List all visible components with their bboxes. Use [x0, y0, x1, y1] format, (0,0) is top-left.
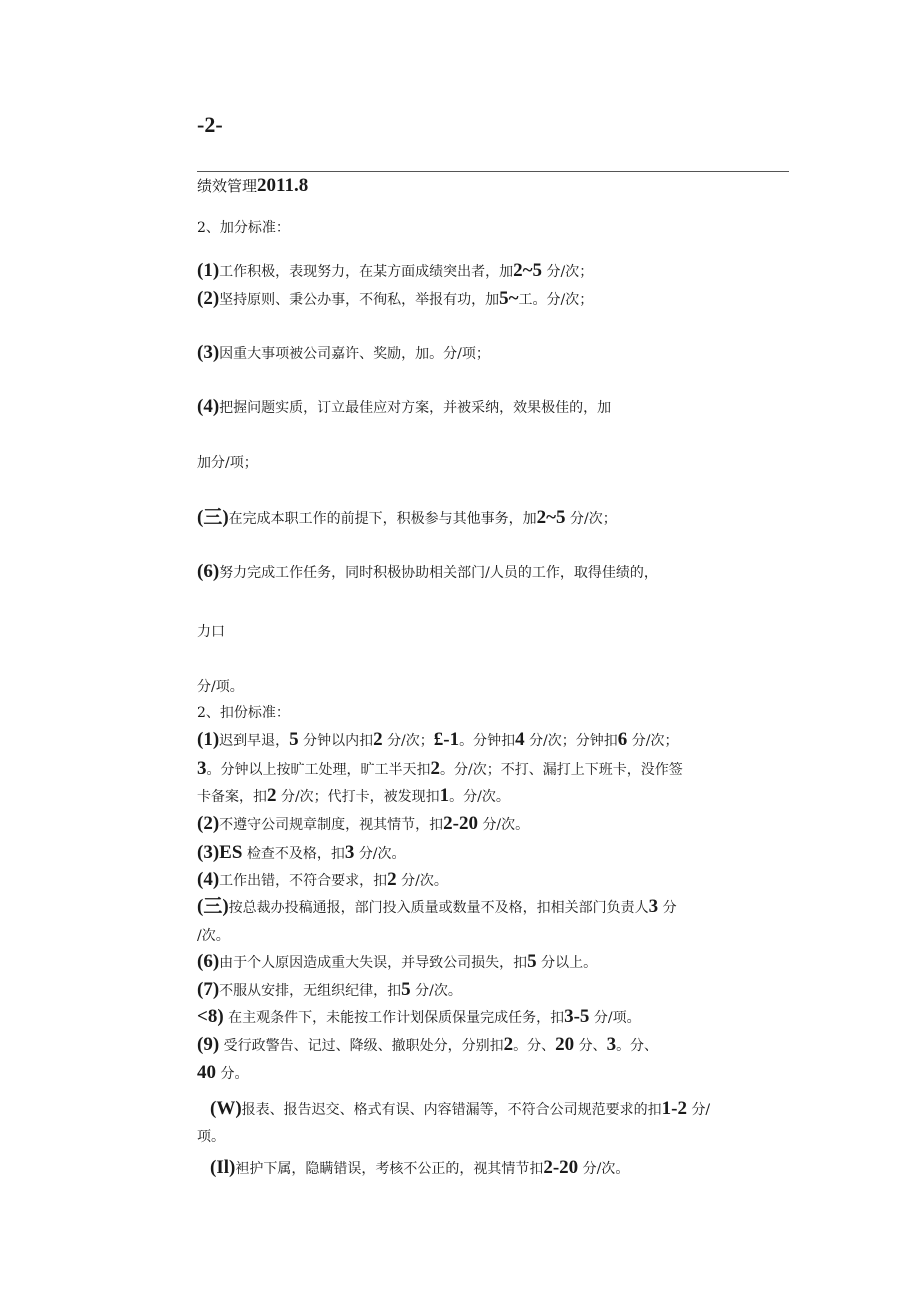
- add-section-title: 2、加分标准：: [197, 220, 290, 236]
- deduct-item-1-line3: 卡备案，扣2 分/次；代打卡，被发现扣1。分/次。: [197, 785, 510, 806]
- deduct-item-1: (1)迟到早退，5 分钟以内扣2 分/次；£-1。分钟扣4 分/次；分钟扣6 分/次；: [197, 729, 679, 750]
- header-year: 2011.8: [257, 175, 309, 196]
- header-rule: [197, 171, 789, 172]
- deduct-section-title: 2、扣份标准：: [197, 705, 290, 721]
- deduct-item-4: (4)工作出错，不符合要求，扣2 分/次。: [197, 869, 448, 890]
- add-item-5: (三)在完成本职工作的前提下，积极参与其他事务，加2~5 分/次；: [197, 507, 617, 528]
- deduct-item-2: (2)不遵守公司规章制度，视其情节，扣2-20 分/次。: [197, 813, 530, 834]
- deduct-item-3: (3)ES 检查不及格，扣3 分/次。: [197, 842, 406, 863]
- deduct-item-5: (三)按总裁办投稿通报，部门投入质量或数量不及格，扣相关部门负责人3 分: [197, 896, 677, 917]
- deduct-item-10: (W)报表、报告迟交、格式有误、内容错漏等，不符合公司规范要求的扣1-2 分/: [210, 1098, 711, 1119]
- add-item-6: (6)努力完成工作任务，同时积极协助相关部门/人员的工作，取得佳绩的，: [197, 561, 658, 582]
- deduct-item-10-cont: 项。: [197, 1129, 225, 1145]
- deduct-item-5-cont: /次。: [197, 928, 230, 944]
- add-item-2: (2)坚持原则、秉公办事，不徇私，举报有功，加5~工。分/次；: [197, 288, 594, 309]
- deduct-item-9: (9) 受行政警告、记过、降级、撤职处分，分别扣2。分、20 分、3。分、: [197, 1034, 659, 1055]
- deduct-item-11: (Il)袒护下属，隐瞒错误，考核不公正的，视其情节扣2-20 分/次。: [210, 1157, 630, 1178]
- add-item-1: (1)工作积极，表现努力，在某方面成绩突出者，加2~5 分/次；: [197, 260, 594, 281]
- add-item-4: (4)把握问题实质，订立最佳应对方案，并被采纳，效果极佳的，加: [197, 396, 612, 417]
- page-number: -2-: [197, 112, 223, 137]
- add-item-6-cont2: 分/项。: [197, 679, 244, 695]
- header-label: 绩效管理: [197, 177, 258, 195]
- add-item-3: (3)因重大事项被公司嘉许、奖励，加。分/项；: [197, 342, 490, 363]
- header-title: [197, 175, 308, 197]
- deduct-item-9-cont: 40 分。: [197, 1062, 249, 1083]
- deduct-item-7: (7)不服从安排，无组织纪律，扣5 分/次。: [197, 979, 462, 1000]
- deduct-item-8: <8) 在主观条件下，未能按工作计划保质保量完成任务，扣3-5 分/项。: [197, 1006, 641, 1027]
- add-item-4-cont: 加分/项；: [197, 455, 258, 471]
- add-item-6-cont1: 力口: [197, 624, 225, 640]
- deduct-item-1-line2: 3。分钟以上按旷工处理，旷工半天扣2。分/次；不打、漏打上下班卡，没作签: [197, 758, 683, 779]
- deduct-item-6: (6)由于个人原因造成重大失误，并导致公司损失，扣5 分以上。: [197, 951, 598, 972]
